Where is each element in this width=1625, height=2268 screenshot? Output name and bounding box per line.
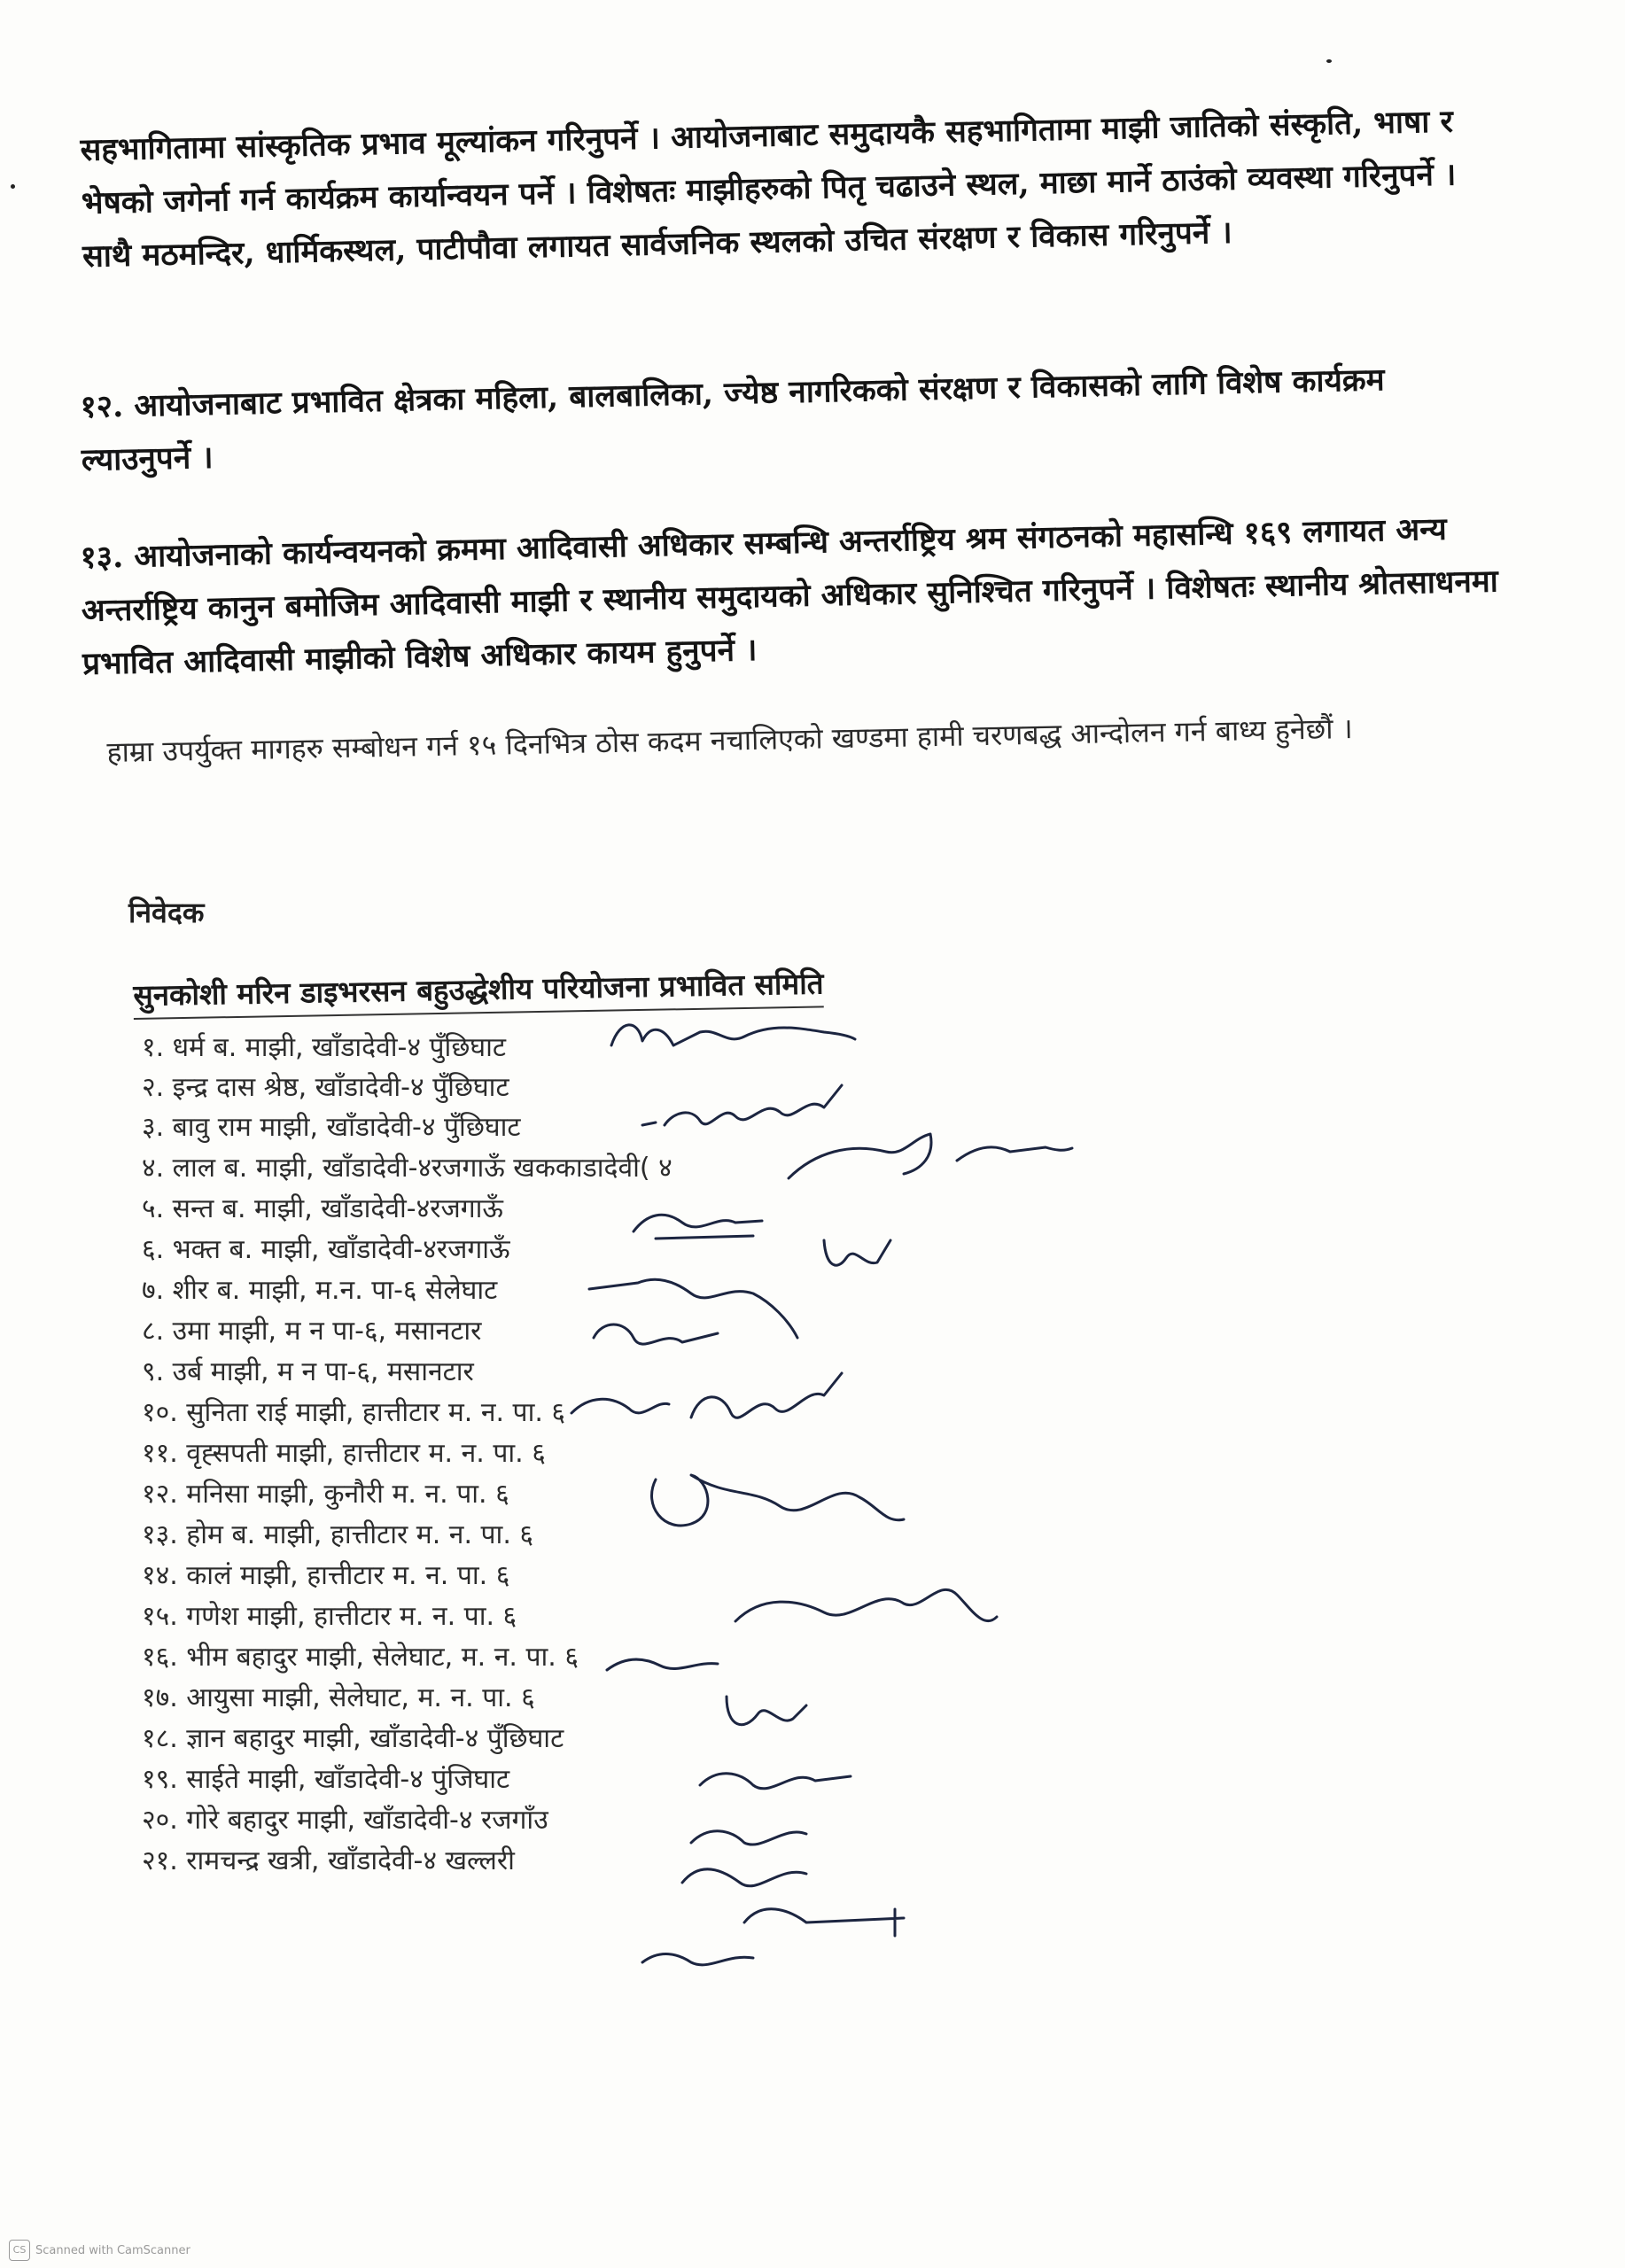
signer-item: १६. भीम बहादुर माझी, सेलेघाट, म. न. पा. ६ [142, 1642, 579, 1673]
signer-item: १७. आयुसा माझी, सेलेघाट, म. न. पा. ६ [142, 1682, 535, 1713]
signer-item: ८. उमा माझी, म न पा-६, मसानटार [142, 1316, 482, 1347]
signer-item: १३. होम ब. माझी, हात्तीटार म. न. पा. ६ [142, 1519, 533, 1550]
committee-name: सुनकोशी मरिन डाइभरसन बहुउद्धेशीय परियोजना प्रभावित समिति [133, 962, 824, 1020]
signature-1 [603, 1006, 859, 1068]
signer-item: १२. मनिसा माझी, कुनौरी म. न. पा. ६ [142, 1479, 509, 1510]
signature-15 [603, 1639, 727, 1683]
continuation-paragraph [80, 94, 1500, 283]
signer-item: १. धर्म ब. माझी, खाँडादेवी-४ पुँछिघाट [142, 1032, 506, 1063]
signature-5 [629, 1196, 771, 1249]
signer-item: २०. गोरे बहादुर माझी, खाँडादेवी-४ रजगाँउ [142, 1805, 548, 1836]
signer-item: ९. उर्ब माझी, म न पा-६, मसानटार [142, 1356, 474, 1387]
item-12-paragraph [80, 351, 1499, 486]
signer-item: २. इन्द्र दास श्रेष्ठ, खाँडादेवी-४ पुँछिघाट [142, 1072, 509, 1103]
scan-speck [11, 184, 15, 189]
signature-10 [682, 1364, 859, 1444]
camscanner-logo-icon: CS [9, 2240, 30, 2261]
signer-item: १९. साईते माझी, खाँडादेवी-४ पुंजिघाट [142, 1764, 510, 1795]
signer-item: ७. शीर ब. माझी, म.न. पा-६ सेलेघाट [142, 1275, 498, 1306]
continuation-text: सहभागितामा सांस्कृतिक प्रभाव मूल्यांकन गरिनुपर्ने । आयोजनाबाट समुदायकै सहभागितामा माझी जातिको संस्कृति, भाषा र भेषको जगेर्ना गर्न कार्यक्रम कार्यान्वयन पर्ने । विशेषतः माझीहरुको पितृ चढाउने स्थल, माछा मार्ने ठाउंको व्यवस्था गरिनुपर्ने । साथै मठमन्दिर, धार्मिकस्थल, पाटीपौवा लगायत सार्वजनिक स्थलको उचित संरक्षण र विकास गरिनुपर्ने । [80, 103, 1457, 275]
signer-item: १५. गणेश माझी, हात्तीटार म. न. पा. ६ [142, 1601, 517, 1632]
signature-17 [691, 1754, 859, 1807]
signer-item: ४. लाल ब. माझी, खाँडादेवी-४रजगाऊँ खककाडादेवी( ४ [142, 1153, 673, 1184]
watermark-text: Scanned with CamScanner [35, 2243, 190, 2257]
signer-item: ५. सन्त ब. माझी, खाँडादेवी-४रजगाऊँ [142, 1193, 503, 1224]
item-12-text: १२. आयोजनाबाट प्रभावित क्षेत्रका महिला, बालबालिका, ज्येष्ठ नागरिकको संरक्षण र विकासको लागि विशेष कार्यक्रम ल्याउनुपर्ने । [80, 361, 1386, 478]
scan-speck [1326, 59, 1332, 63]
signature-6 [815, 1223, 904, 1285]
signature-9 [567, 1382, 673, 1431]
signer-item: १४. कालं माझी, हात्तीटार म. न. पा. ६ [142, 1560, 510, 1591]
signature-21 [638, 1936, 771, 1980]
signature-11 [638, 1444, 930, 1550]
signer-item: १०. सुनिता राई माझी, हात्तीटार म. न. पा. ६ [142, 1397, 566, 1428]
signer-item: ११. वृह्सपती माझी, हात्तीटार म. न. पा. ६ [142, 1438, 546, 1469]
signature-16 [718, 1683, 815, 1745]
item-13-text: १३. आयोजनाको कार्यन्वयनको क्रममा आदिवासी अधिकार सम्बन्धि अन्तर्राष्ट्रिय श्रम संगठनको महासन्धि १६९ लगायत अन्य अन्तर्राष्ट्रिय कानुन बमोजिम आदिवासी माझी र स्थानीय समुदायको अधिकार सुनिश्चित गरिनुपर्ने । विशेषतः स्थानीय श्रोतसाधनमा प्रभावित आदिवासी माझीको विशेष अधिकार कायम हुनुपर्ने । [80, 510, 1499, 682]
scanner-watermark [9, 2240, 190, 2261]
signer-item: १८. ज्ञान बहादुर माझी, खाँडादेवी-४ पुँछिघाट [142, 1723, 564, 1754]
signer-item: ३. बावु राम माझी, खाँडादेवी-४ पुँछिघाट [142, 1112, 521, 1143]
signature-14 [727, 1559, 1001, 1657]
signer-item: २१. रामचन्द्र खत्री, खाँडादेवी-४ खल्लरी [142, 1845, 515, 1876]
signature-4 [780, 1116, 1081, 1196]
signature-7-8 [585, 1267, 815, 1364]
signer-item: ६. भक्त ब. माझी, खाँडादेवी-४रजगाऊँ [142, 1234, 510, 1265]
petitioner-label: निवेदक [128, 896, 205, 929]
demand-notice: हाम्रा उपर्युक्त मागहरु सम्बोधन गर्न १५ दिनभित्र ठोस कदम नचालिएको खण्डमा हामी चरणबद्ध आन्दोलन गर्न बाध्य हुनेछौं । [106, 711, 1354, 769]
item-13-paragraph [80, 501, 1500, 690]
